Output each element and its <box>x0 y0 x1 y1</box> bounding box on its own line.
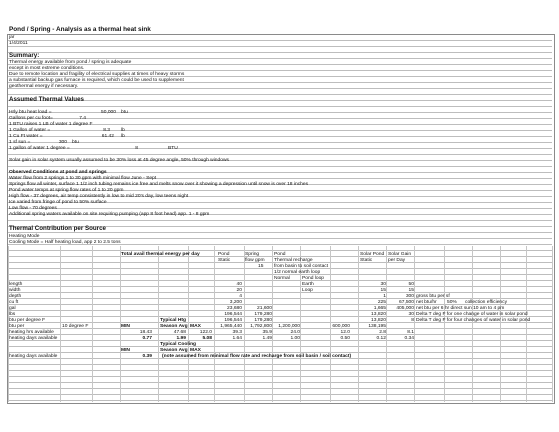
row-label: width <box>9 288 21 293</box>
row-label: depth <box>9 294 22 299</box>
solar-value: 0.12 <box>376 336 386 341</box>
solar-note: gross btu per sf <box>416 294 450 299</box>
assumed-unit: btu <box>121 110 128 115</box>
grid-row-line <box>8 250 552 251</box>
solar-gain-value: 0.34 <box>404 336 414 341</box>
summary-heading: Summary: <box>9 52 40 59</box>
solar-note: Solar gain in solar system usually assumed to be 30% loss at 45 degree angle, 50% through windows <box>9 158 229 163</box>
grid-column-line <box>552 246 553 402</box>
min-value: 18.43 <box>139 330 152 335</box>
contribution-heading: Thermal Contribution per Source <box>9 225 106 232</box>
solar-value: 138,195 <box>368 324 386 329</box>
grid-row-line <box>8 286 552 287</box>
grid-row-line <box>8 388 552 389</box>
solar-value: 30 <box>380 282 386 287</box>
grid-row-line <box>8 166 552 167</box>
loop-label: Loop <box>302 288 313 293</box>
grid-row-line <box>8 106 552 107</box>
min-label: MIN <box>121 348 130 353</box>
assumed-label: 1 Gallon of water = <box>9 128 51 133</box>
solar-gain-header: Solar Gain <box>388 252 412 257</box>
grid-column-line <box>526 246 527 402</box>
solar-gain-value: 30 <box>408 312 414 317</box>
grid-column-line <box>92 246 93 402</box>
observed-line: Additional spring waters available on site requiring pumping (app 8 foot head) app. 1 - 8 gpm <box>9 212 210 217</box>
grid-row-line <box>8 376 552 377</box>
grid-row-line <box>8 154 552 155</box>
grid-row-line <box>8 352 552 353</box>
recharge-header: from basin to soil contact <box>274 264 329 269</box>
observed-heading: Observed Conditions at pond and springs <box>9 170 107 175</box>
summary-line: a substantial backup gas furnace is required, which could be used to supplement <box>9 78 184 83</box>
grid-row-line <box>8 58 552 59</box>
grid-row-line <box>8 208 552 209</box>
assumed-value: 7.4 <box>79 116 86 121</box>
solar-note: net btu/hr <box>416 300 437 305</box>
grid-row-line <box>8 220 552 221</box>
normal-header: Normal <box>274 276 290 281</box>
pond-loop-header: Pond loop <box>302 276 325 281</box>
grid-row-line <box>8 34 552 35</box>
grid-column-line <box>188 246 189 402</box>
season-avg-value: 1.99 <box>176 336 186 341</box>
recharge-header: 1/2 normal earth loop <box>274 270 321 275</box>
season-avg-label: Season Avg <box>160 324 188 329</box>
solar-value: 13,820 <box>371 312 386 317</box>
grid-column-line <box>444 246 445 402</box>
assumed-label: 1 Cu Ft water = <box>9 134 43 139</box>
solar-gain-value: 8 <box>411 318 414 323</box>
row-label: heating hrs available <box>9 330 54 335</box>
summary-line: Due to remote location and fragility of electrical supplies at times of heavy storms <box>9 72 185 77</box>
solar-value: 225 <box>377 300 386 305</box>
spring-header: flow gpm <box>245 258 265 263</box>
earth-label: Earth <box>302 282 314 287</box>
cooling-note: (note assumed from minimal flow rate and recharge from soil basin / soil contact) <box>162 354 352 359</box>
assumed-unit: lb <box>121 134 125 139</box>
date-cell: 1/4/2011 <box>9 41 28 46</box>
assumed-label: Gallons per cu foot= <box>9 116 53 121</box>
heating-mode: Heating Mode <box>9 234 40 239</box>
spring-header: 15 <box>258 264 264 269</box>
pond-value: 196,544 <box>224 312 242 317</box>
grid-row-line <box>8 370 552 371</box>
pond-value: 1.64 <box>232 336 242 341</box>
solar-gain-value: 405,000 <box>396 306 414 311</box>
summary-line: Thermal energy available from pond / spring is adequate <box>9 60 132 65</box>
assumed-value: 50,000 <box>101 110 116 115</box>
row-label: gal <box>9 306 16 311</box>
grid-row-line <box>8 148 552 149</box>
solar-gain-value: 50 <box>408 282 414 287</box>
solar-value: 1,665 <box>373 306 386 311</box>
season-avg-value: 47.68 <box>173 330 186 335</box>
solar-value: 2.8 <box>379 330 386 335</box>
pond-value: 3,200 <box>229 300 242 305</box>
min-value: 0.77 <box>142 336 152 341</box>
solar-note: net btu per 6 hr direct sun 10 am to 4 pm <box>416 306 505 311</box>
grid-row-line <box>8 88 552 89</box>
typical-cooling-label: Typical Cooling <box>160 342 197 347</box>
summary-line: except in most extreme conditions. <box>9 66 85 71</box>
row-label: length <box>9 282 23 287</box>
degree-label: 10 degree F <box>62 324 89 329</box>
grid-row-line <box>8 100 552 101</box>
row-label: heating days available <box>9 336 58 341</box>
assumed-label: 1 sf sun = <box>9 140 31 145</box>
row-label: lbs <box>9 312 16 317</box>
author-cell: jar <box>9 35 15 40</box>
normal-value: 1.00 <box>290 336 300 341</box>
solar-pond-header: Solar Pond <box>360 252 385 257</box>
grid-row-line <box>8 238 552 239</box>
summary-line: geothermal energy if necessary. <box>9 84 79 89</box>
pond-loop-value: 600,000 <box>332 324 350 329</box>
assumed-unit: btu <box>72 140 79 145</box>
assumed-label: 1 BTU raises 1 LB of water 1 degree F <box>9 122 93 127</box>
min-value: 0.39 <box>142 354 152 359</box>
pond-value: 39.3 <box>232 330 242 335</box>
max-label: MAX <box>190 348 201 353</box>
grid-column-line <box>414 246 415 402</box>
solar-note: Delta T deg F for four changes of water in solar pond <box>416 318 531 323</box>
grid-row-line <box>8 52 552 53</box>
grid-row-line <box>8 400 552 401</box>
spring-value: 35.9 <box>262 330 272 335</box>
spring-value: 179,280 <box>254 312 272 317</box>
total-energy-header: Total avail thermal energy per day <box>121 252 200 257</box>
grid-row-line <box>8 118 552 119</box>
assumed-value: 8 <box>135 146 138 151</box>
observed-line: Pond water temps at spring flow rates of 1 to 20 gpm <box>9 188 124 193</box>
assumed-label: 1 gallon of water 1 degree = <box>9 146 70 151</box>
assumed-value: 61.42 <box>101 134 114 139</box>
cooling-mode: Cooling Mode = Half heating load, app 2 to 2.5 tons <box>9 240 121 245</box>
solar-gain-value: 300 <box>405 294 414 299</box>
solar-value: 1 <box>383 294 386 299</box>
grid-row-line <box>8 40 552 41</box>
assumed-value: 8.3 <box>103 128 110 133</box>
row-label: heating days available <box>9 354 58 359</box>
grid-row-line <box>8 346 552 347</box>
row-label: btu per degree F <box>9 318 46 323</box>
observed-line: Springs flow all winter, surface 1 1/2 inch tubing remains ice free and melts snow over it showing a depression until snow is over 18 inches <box>9 182 309 187</box>
spring-value: 1.49 <box>262 336 272 341</box>
solar-gain-value: 67,500 <box>399 300 414 305</box>
assumed-value: 300 <box>58 140 67 145</box>
pond-value: 40 <box>236 282 242 287</box>
solar-note: 50% <box>447 300 457 305</box>
solar-gain-header: per Day <box>388 258 406 263</box>
spring-value: 21,600 <box>257 306 272 311</box>
assumed-label: Hrly btu heat load = <box>9 110 52 115</box>
spring-header: Spring <box>245 252 260 257</box>
solar-note: Delta T deg F for one change of water in solar pond <box>416 312 528 317</box>
grid-row-line <box>8 382 552 383</box>
solar-gain-value: 8.1 <box>407 330 414 335</box>
normal-value: 1,200,000 <box>278 324 300 329</box>
row-label: btu per <box>9 324 25 329</box>
solar-pond-header: Static <box>360 258 373 263</box>
solar-value: 15 <box>380 288 386 293</box>
solar-gain-value: 15 <box>408 288 414 293</box>
solar-value: 13,820 <box>371 318 386 323</box>
grid-row-line <box>8 142 552 143</box>
max-label: MAX <box>190 324 201 329</box>
max-value: 5.08 <box>202 336 212 341</box>
normal-value: 24.0 <box>290 330 300 335</box>
season-avg-label: Season Avg <box>160 348 188 353</box>
grid-row-line <box>8 70 552 71</box>
sheet-title: Pond / Spring - Analysis as a thermal heat sink <box>9 26 151 33</box>
grid-column-line <box>472 246 473 402</box>
observed-line: Low flow - 70 degrees <box>9 206 57 211</box>
min-label: MIN <box>121 324 130 329</box>
recharge-header: Thermal recharge <box>274 258 313 263</box>
observed-line: Water flow from 2 springs 1 to 30 gpm with minimal flow June - Sept <box>9 176 157 181</box>
typical-heating-label: Typical Htg <box>160 318 186 323</box>
pond-value: 4 <box>239 294 242 299</box>
observed-line: Ice varied from fringe of pond to 50% surface <box>9 200 107 205</box>
observed-line: High flow - 37 degrees, air temp consistently in low to mid 20's day, low teens night <box>9 194 189 199</box>
assumed-unit: BTU <box>168 146 178 151</box>
grid-row-line <box>8 394 552 395</box>
grid-column-line <box>60 246 61 402</box>
spring-value: 179,280 <box>254 318 272 323</box>
grid-row-line <box>8 298 552 299</box>
max-value: 122.0 <box>199 330 212 335</box>
assumed-unit: lb <box>121 128 125 133</box>
recharge-header: Pond <box>274 252 286 257</box>
solar-note: collection efficiency <box>465 300 508 305</box>
pond-loop-value: 0.50 <box>340 336 350 341</box>
grid-row-line <box>8 94 552 95</box>
pond-value: 1,965,440 <box>220 324 242 329</box>
pond-value: 196,544 <box>224 318 242 323</box>
grid-column-line <box>158 246 159 402</box>
pond-value: 20 <box>236 288 242 293</box>
grid-row-line <box>8 46 552 47</box>
grid-row-line <box>8 292 552 293</box>
assumed-heading: Assumed Thermal Values <box>9 96 84 103</box>
row-label: cu ft <box>9 300 19 305</box>
grid-column-line <box>500 246 501 402</box>
grid-row-line <box>8 364 552 365</box>
pond-loop-value: 12.0 <box>340 330 350 335</box>
pond-value: 23,680 <box>227 306 242 311</box>
pond-header: Static <box>218 258 231 263</box>
spring-value: 1,792,800 <box>250 324 272 329</box>
pond-header: Pond <box>218 252 230 257</box>
grid-column-line <box>386 246 387 402</box>
